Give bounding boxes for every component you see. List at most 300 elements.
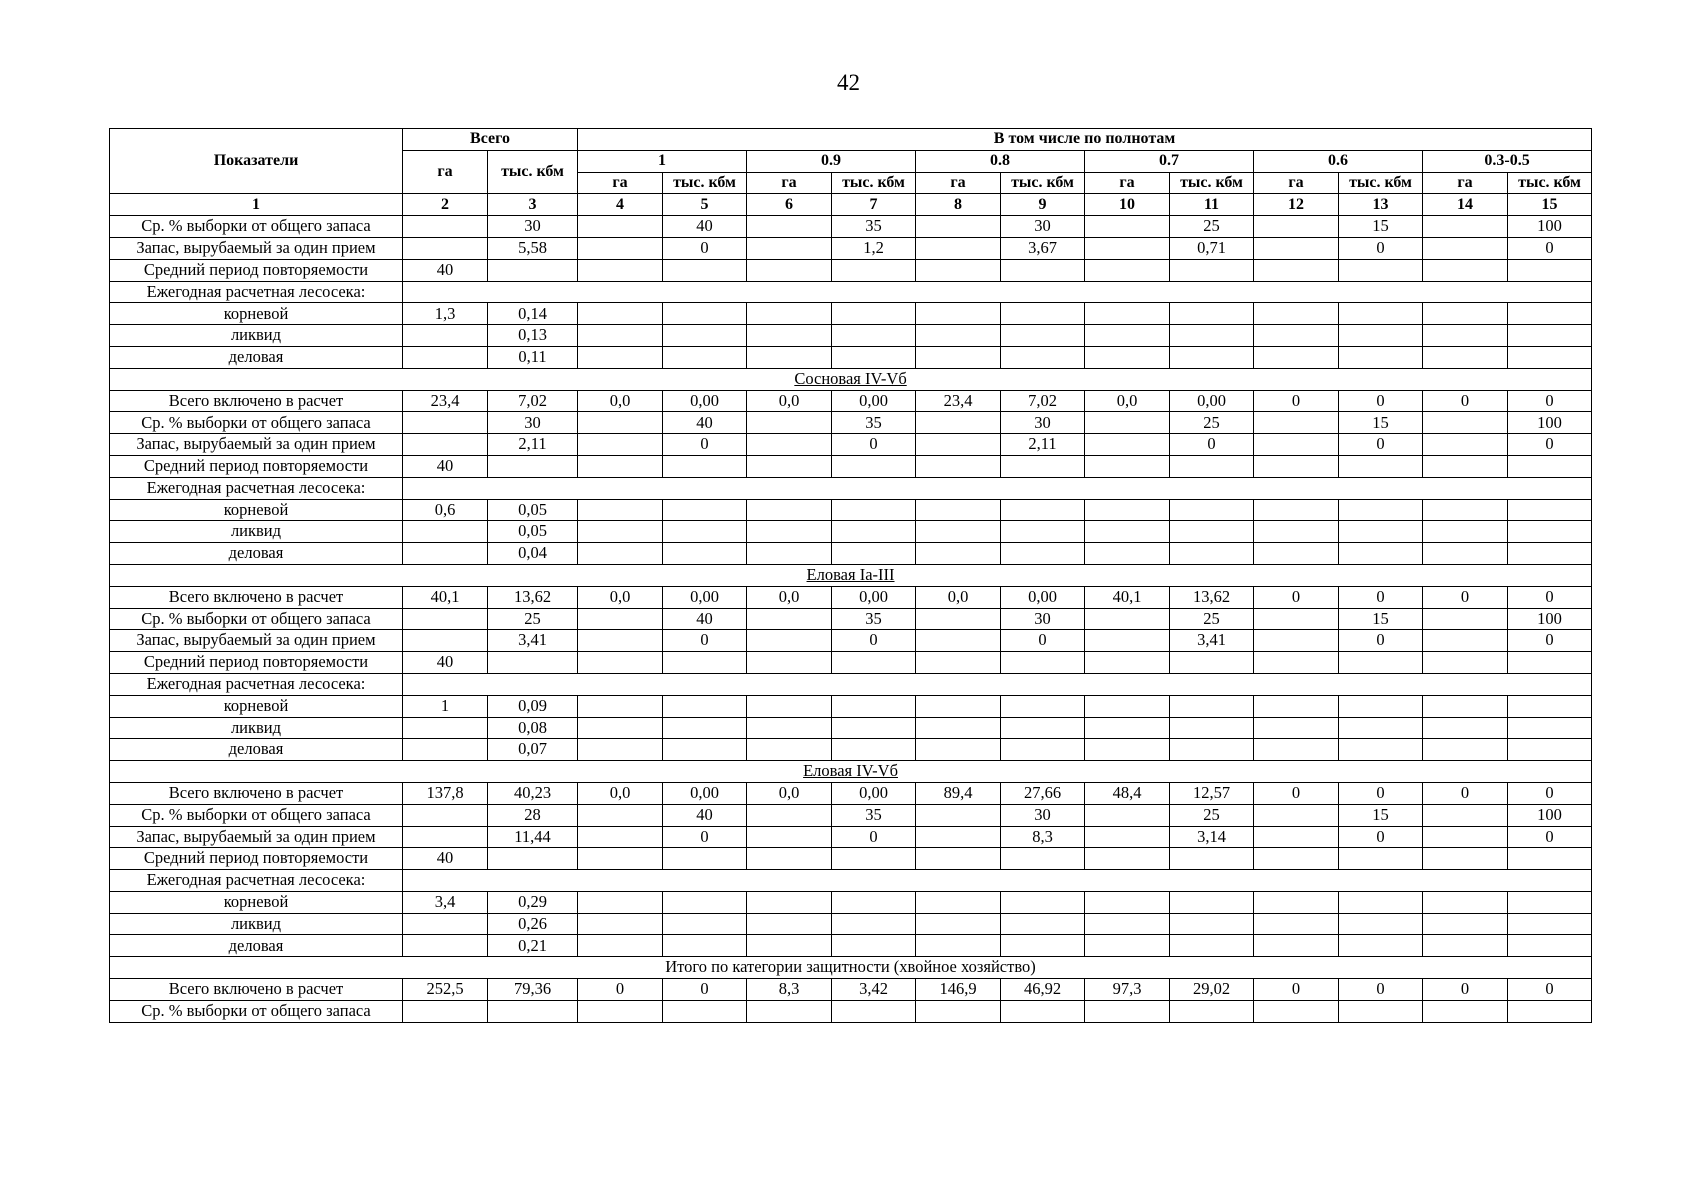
- table-cell: [663, 891, 747, 913]
- table-cell: 0: [663, 826, 747, 848]
- table-header: [110, 129, 1592, 216]
- table-cell: [578, 499, 663, 521]
- table-row: [110, 1000, 1592, 1022]
- table-cell: [1085, 303, 1170, 325]
- table-row: [110, 913, 1592, 935]
- row-label: Ежегодная расчетная лесосека:: [110, 477, 403, 499]
- table-cell: 15: [1339, 412, 1423, 434]
- table-cell: [1339, 521, 1423, 543]
- header-unit-volume: тыс. кбм: [1170, 172, 1254, 194]
- row-label: ликвид: [110, 717, 403, 739]
- table-row: [110, 630, 1592, 652]
- table-cell: 15: [1339, 608, 1423, 630]
- table-cell: [578, 935, 663, 957]
- table-cell: [663, 695, 747, 717]
- table-cell: 0: [1339, 979, 1423, 1001]
- table-cell: [663, 325, 747, 347]
- table-cell: [1254, 521, 1339, 543]
- section-title-text: Итого по категории защитности (хвойное хозяйство): [665, 957, 1036, 977]
- table-cell: 25: [1170, 412, 1254, 434]
- table-cell: [578, 891, 663, 913]
- row-label: Ежегодная расчетная лесосека:: [110, 281, 403, 303]
- table-cell: 0: [832, 630, 916, 652]
- table-cell: 0,0: [747, 782, 832, 804]
- table-row: [110, 412, 1592, 434]
- subheading-row: [110, 870, 1592, 892]
- table-cell: [578, 630, 663, 652]
- table-row: [110, 739, 1592, 761]
- table-cell: 0: [832, 434, 916, 456]
- row-label: Ср. % выборки от общего запаса: [110, 1000, 403, 1022]
- column-number: 10: [1085, 194, 1170, 216]
- table-row: [110, 216, 1592, 238]
- table-cell: 0: [1339, 782, 1423, 804]
- table-cell: [1339, 499, 1423, 521]
- table-cell: 0: [1508, 434, 1592, 456]
- row-label: Запас, вырубаемый за один прием: [110, 434, 403, 456]
- table-cell: [1170, 499, 1254, 521]
- table-cell: [1339, 935, 1423, 957]
- row-label: деловая: [110, 346, 403, 368]
- table-cell: [1423, 216, 1508, 238]
- row-label: Ср. % выборки от общего запаса: [110, 804, 403, 826]
- table-cell: [1085, 521, 1170, 543]
- table-cell: [1508, 543, 1592, 565]
- table-cell: [1423, 608, 1508, 630]
- table-cell: [1423, 521, 1508, 543]
- table-cell: [578, 521, 663, 543]
- table-cell: [916, 521, 1001, 543]
- table-cell: 7,02: [1001, 390, 1085, 412]
- row-label: корневой: [110, 891, 403, 913]
- table-cell: [1339, 739, 1423, 761]
- table-cell: [1508, 325, 1592, 347]
- table-cell: 100: [1508, 412, 1592, 434]
- table-cell: 0: [1423, 586, 1508, 608]
- table-cell: [488, 848, 578, 870]
- section-row: [110, 761, 1592, 783]
- table-cell: [1170, 891, 1254, 913]
- table-cell: [1254, 913, 1339, 935]
- table-cell: [747, 216, 832, 238]
- table-cell: 40: [403, 259, 488, 281]
- table-cell: 30: [1001, 412, 1085, 434]
- table-cell: 40,1: [1085, 586, 1170, 608]
- table-cell: [1170, 739, 1254, 761]
- table-cell: 0: [663, 979, 747, 1001]
- table-cell: [832, 346, 916, 368]
- table-cell: 137,8: [403, 782, 488, 804]
- table-cell: [747, 935, 832, 957]
- table-cell: [1254, 237, 1339, 259]
- column-number: 1: [110, 194, 403, 216]
- header-total-ha: га: [403, 150, 488, 194]
- table-cell: 0,21: [488, 935, 578, 957]
- table-cell: [916, 543, 1001, 565]
- table-cell: [1339, 543, 1423, 565]
- table-cell: 0,08: [488, 717, 578, 739]
- table-cell: [1001, 1000, 1085, 1022]
- table-cell: 3,4: [403, 891, 488, 913]
- table-cell: [403, 521, 488, 543]
- table-cell: [832, 303, 916, 325]
- table-cell: [1254, 826, 1339, 848]
- row-label: деловая: [110, 935, 403, 957]
- table-cell: [1508, 848, 1592, 870]
- row-label: ликвид: [110, 521, 403, 543]
- table-cell: [1254, 259, 1339, 281]
- header-unit-volume: тыс. кбм: [663, 172, 747, 194]
- table-cell: [1001, 739, 1085, 761]
- table-cell: [747, 608, 832, 630]
- table-cell: [488, 1000, 578, 1022]
- row-label: Всего включено в расчет: [110, 979, 403, 1001]
- table-cell: [1423, 935, 1508, 957]
- table-cell: 3,41: [488, 630, 578, 652]
- table-cell: [403, 412, 488, 434]
- table-cell: [747, 346, 832, 368]
- table-cell: [747, 303, 832, 325]
- table-cell: 0,13: [488, 325, 578, 347]
- table-cell: 0: [1001, 630, 1085, 652]
- table-cell: 0,09: [488, 695, 578, 717]
- table-cell: 23,4: [916, 390, 1001, 412]
- table-cell: [747, 543, 832, 565]
- table-cell: [1423, 717, 1508, 739]
- table-row: [110, 979, 1592, 1001]
- table-cell: [1254, 412, 1339, 434]
- row-label: Всего включено в расчет: [110, 390, 403, 412]
- table-cell: [832, 325, 916, 347]
- table-cell: 0,04: [488, 543, 578, 565]
- table-cell: [916, 695, 1001, 717]
- table-cell: [578, 259, 663, 281]
- table-cell: [747, 717, 832, 739]
- table-cell: [663, 499, 747, 521]
- table-cell: [1254, 325, 1339, 347]
- table-cell: [1508, 739, 1592, 761]
- table-cell: [1423, 543, 1508, 565]
- subheading-row: [110, 281, 1592, 303]
- column-number: 7: [832, 194, 916, 216]
- table-cell: [1423, 237, 1508, 259]
- table-cell: 23,4: [403, 390, 488, 412]
- table-cell: 0,0: [578, 390, 663, 412]
- table-cell: [578, 913, 663, 935]
- table-cell: [1001, 652, 1085, 674]
- table-cell: [916, 608, 1001, 630]
- table-cell: [663, 1000, 747, 1022]
- table-cell: [1170, 521, 1254, 543]
- table-cell: 2,11: [1001, 434, 1085, 456]
- table-cell: [747, 826, 832, 848]
- table-cell: [747, 695, 832, 717]
- section-title-text: Еловая Iа-III: [806, 565, 895, 585]
- table-cell: [1170, 1000, 1254, 1022]
- row-label: деловая: [110, 739, 403, 761]
- row-label: корневой: [110, 303, 403, 325]
- table-row: [110, 891, 1592, 913]
- table-cell: 97,3: [1085, 979, 1170, 1001]
- section-title: [110, 761, 1592, 783]
- table-cell: [1423, 652, 1508, 674]
- table-cell: [578, 455, 663, 477]
- table-cell: [1170, 543, 1254, 565]
- table-cell: [1085, 826, 1170, 848]
- table-cell: [1254, 303, 1339, 325]
- table-cell: [1001, 891, 1085, 913]
- table-cell: [663, 652, 747, 674]
- header-including-by-density: В том числе по полнотам: [578, 129, 1592, 151]
- table-cell: [578, 434, 663, 456]
- table-cell: [1085, 608, 1170, 630]
- table-cell: [1339, 913, 1423, 935]
- table-cell: [1508, 935, 1592, 957]
- table-cell: [1001, 346, 1085, 368]
- table-cell: [1001, 913, 1085, 935]
- table-cell: 100: [1508, 608, 1592, 630]
- table-cell: [1423, 455, 1508, 477]
- table-cell: [1001, 848, 1085, 870]
- table-cell: 0,00: [1001, 586, 1085, 608]
- table-cell: [832, 848, 916, 870]
- row-label: Всего включено в расчет: [110, 586, 403, 608]
- section-row: [110, 957, 1592, 979]
- table-cell: 1: [403, 695, 488, 717]
- table-cell: [403, 434, 488, 456]
- table-cell: 40: [663, 608, 747, 630]
- table-cell: 30: [1001, 804, 1085, 826]
- table-cell: 40,23: [488, 782, 578, 804]
- table-cell: [747, 1000, 832, 1022]
- page-number: 42: [837, 70, 860, 95]
- table-cell: [1001, 259, 1085, 281]
- table-cell: [916, 434, 1001, 456]
- table-cell: [578, 652, 663, 674]
- table-cell: [403, 913, 488, 935]
- table-body: [110, 216, 1592, 1022]
- table-cell: [832, 913, 916, 935]
- header-density-0.8: 0.8: [916, 150, 1085, 172]
- table-cell: 0,07: [488, 739, 578, 761]
- table-cell: [1508, 346, 1592, 368]
- table-cell: [663, 913, 747, 935]
- table-cell: [1085, 717, 1170, 739]
- table-cell: [578, 608, 663, 630]
- table-cell: 28: [488, 804, 578, 826]
- header-unit-ha: га: [747, 172, 832, 194]
- table-row: [110, 935, 1592, 957]
- table-cell: [747, 652, 832, 674]
- table-cell: 5,58: [488, 237, 578, 259]
- table-cell: [1254, 346, 1339, 368]
- table-cell: [1085, 412, 1170, 434]
- table-cell: [1254, 739, 1339, 761]
- table-cell: 0,0: [747, 586, 832, 608]
- table-cell: 0,00: [663, 782, 747, 804]
- table-cell: [916, 259, 1001, 281]
- table-cell: 0: [1508, 630, 1592, 652]
- table-cell: [488, 652, 578, 674]
- table-cell: [578, 412, 663, 434]
- table-cell: [1170, 325, 1254, 347]
- table-cell: [1254, 891, 1339, 913]
- table-cell: 0,00: [832, 390, 916, 412]
- table-cell: [578, 804, 663, 826]
- column-number: 15: [1508, 194, 1592, 216]
- column-number-row: [110, 194, 1592, 216]
- table-cell: [1423, 499, 1508, 521]
- table-cell: [1085, 695, 1170, 717]
- table-cell: [1001, 455, 1085, 477]
- table-row: [110, 521, 1592, 543]
- table-cell: [1423, 412, 1508, 434]
- table-cell: [1085, 804, 1170, 826]
- table-cell: [1423, 695, 1508, 717]
- table-cell: [916, 913, 1001, 935]
- table-cell: [747, 455, 832, 477]
- table-cell: 30: [1001, 216, 1085, 238]
- table-row: [110, 586, 1592, 608]
- table-cell: 0: [1339, 434, 1423, 456]
- blank-cell: [403, 673, 1592, 695]
- table-cell: [1254, 434, 1339, 456]
- table-cell: [1339, 652, 1423, 674]
- table-cell: [403, 325, 488, 347]
- header-unit-volume: тыс. кбм: [1001, 172, 1085, 194]
- table-row: [110, 826, 1592, 848]
- table-cell: [916, 739, 1001, 761]
- section-row: [110, 564, 1592, 586]
- table-cell: [1085, 652, 1170, 674]
- table-cell: 12,57: [1170, 782, 1254, 804]
- table-cell: [916, 325, 1001, 347]
- table-cell: [1254, 455, 1339, 477]
- table-cell: 13,62: [1170, 586, 1254, 608]
- table-cell: [663, 739, 747, 761]
- table-cell: [578, 848, 663, 870]
- table-cell: [747, 848, 832, 870]
- table-cell: [747, 237, 832, 259]
- table-cell: 3,14: [1170, 826, 1254, 848]
- table-cell: [403, 717, 488, 739]
- table-cell: [1254, 848, 1339, 870]
- table-cell: 0,0: [747, 390, 832, 412]
- table-cell: 0: [1508, 782, 1592, 804]
- table-cell: [1254, 935, 1339, 957]
- row-label: Запас, вырубаемый за один прием: [110, 826, 403, 848]
- table-cell: 0,14: [488, 303, 578, 325]
- table-row: [110, 543, 1592, 565]
- table-cell: [1170, 455, 1254, 477]
- table-cell: 0: [1423, 782, 1508, 804]
- table-cell: [832, 695, 916, 717]
- table-cell: 0,0: [1085, 390, 1170, 412]
- table-cell: [1085, 455, 1170, 477]
- table-cell: [1085, 543, 1170, 565]
- table-cell: [832, 935, 916, 957]
- table-cell: [1423, 630, 1508, 652]
- table-cell: 0: [578, 979, 663, 1001]
- table-cell: 30: [488, 412, 578, 434]
- table-cell: 0: [1254, 586, 1339, 608]
- table-cell: [1085, 499, 1170, 521]
- table-cell: 0,00: [663, 390, 747, 412]
- header-unit-ha: га: [578, 172, 663, 194]
- table-cell: 0: [663, 630, 747, 652]
- table-cell: [663, 935, 747, 957]
- table-cell: [1423, 804, 1508, 826]
- table-cell: [1508, 891, 1592, 913]
- table-cell: [916, 826, 1001, 848]
- table-cell: 100: [1508, 216, 1592, 238]
- table-cell: [1254, 216, 1339, 238]
- table-cell: [916, 303, 1001, 325]
- row-label: Ср. % выборки от общего запаса: [110, 412, 403, 434]
- table-cell: 15: [1339, 804, 1423, 826]
- table-row: [110, 259, 1592, 281]
- table-row: [110, 303, 1592, 325]
- table-cell: 40: [403, 848, 488, 870]
- blank-cell: [403, 870, 1592, 892]
- table-cell: [832, 521, 916, 543]
- header-density-0.7: 0.7: [1085, 150, 1254, 172]
- table-cell: [747, 804, 832, 826]
- table-cell: [1508, 259, 1592, 281]
- table-cell: [916, 216, 1001, 238]
- table-cell: 0,6: [403, 499, 488, 521]
- table-cell: 35: [832, 608, 916, 630]
- table-cell: [1339, 695, 1423, 717]
- table-cell: 25: [1170, 608, 1254, 630]
- table-cell: [1423, 913, 1508, 935]
- table-cell: [747, 630, 832, 652]
- table-cell: 0: [1170, 434, 1254, 456]
- table-cell: [1339, 346, 1423, 368]
- section-title: [110, 564, 1592, 586]
- table-cell: 0: [1508, 237, 1592, 259]
- table-cell: [403, 935, 488, 957]
- table-cell: 0: [1423, 390, 1508, 412]
- table-row: [110, 608, 1592, 630]
- column-number: 6: [747, 194, 832, 216]
- table-cell: 0: [1508, 586, 1592, 608]
- table-cell: [832, 499, 916, 521]
- table-cell: [1254, 717, 1339, 739]
- table-cell: [1170, 346, 1254, 368]
- table-cell: [1001, 695, 1085, 717]
- subheading-row: [110, 673, 1592, 695]
- table-cell: [832, 739, 916, 761]
- table-cell: 100: [1508, 804, 1592, 826]
- table-cell: [578, 303, 663, 325]
- table-cell: 0: [1423, 979, 1508, 1001]
- table-cell: 27,66: [1001, 782, 1085, 804]
- table-cell: [1423, 325, 1508, 347]
- table-cell: 1,3: [403, 303, 488, 325]
- table-cell: 0: [1508, 390, 1592, 412]
- section-row: [110, 368, 1592, 390]
- table-cell: 1,2: [832, 237, 916, 259]
- column-number: 12: [1254, 194, 1339, 216]
- row-label: Ср. % выборки от общего запаса: [110, 608, 403, 630]
- row-label: ликвид: [110, 325, 403, 347]
- table-cell: [1254, 652, 1339, 674]
- table-cell: [403, 543, 488, 565]
- table-cell: [747, 891, 832, 913]
- table-cell: 35: [832, 216, 916, 238]
- table-cell: 40: [663, 412, 747, 434]
